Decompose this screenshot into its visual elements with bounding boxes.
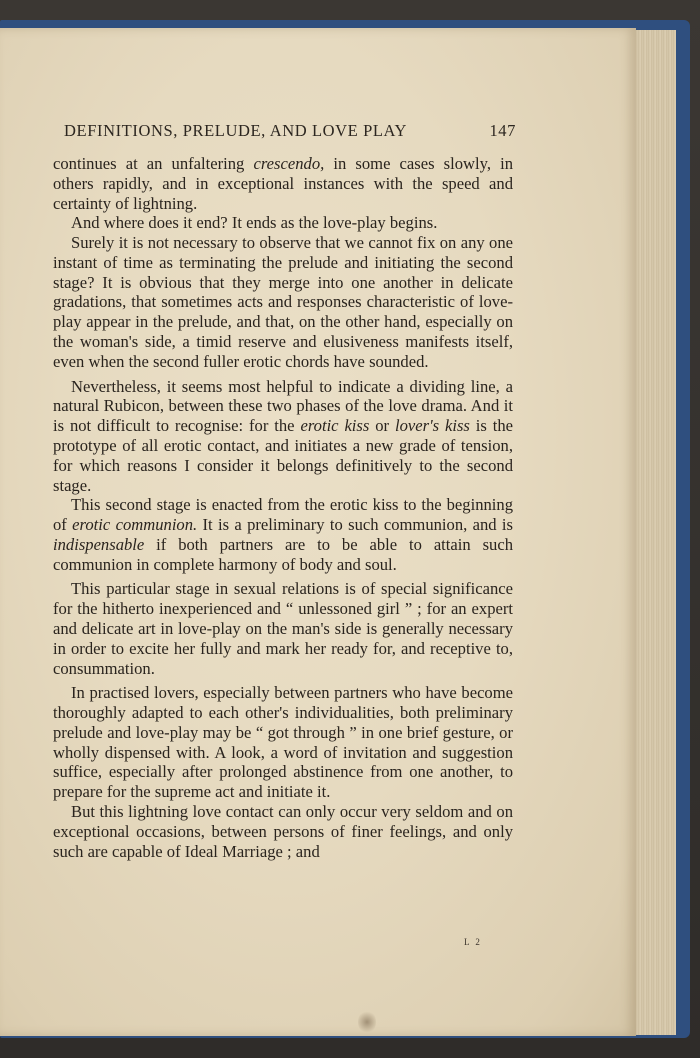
text-run: if both partners are to be able to attain such communion in complete harmony of body and soul. xyxy=(53,534,513,574)
text-run: Nevertheless, it seems most helpful to indicate a dividing line, a natural Rubicon, between these two phases of the love drama. And it is not difficult to recognise: for the xyxy=(53,376,513,436)
chapter-title: DEFINITIONS, PRELUDE, AND LOVE PLAY xyxy=(64,121,408,140)
running-head xyxy=(64,121,516,141)
text-run: And where does it end? It ends as the love-play begins. xyxy=(71,213,438,233)
italic-text: indispensable xyxy=(53,534,145,554)
signature-mark: L 2 xyxy=(464,937,482,947)
text-run: is the prototype of all erotic contact, and initiates a new grade of tension, for which reasons I consider it belongs definitively to the second stage. xyxy=(53,416,514,495)
text-run: in some cases slowly, in others rapidly, and in exceptional instances with the speed and certainty of lightning. xyxy=(53,154,513,213)
paragraph xyxy=(53,495,513,574)
paragraph xyxy=(53,802,513,861)
italic-text: erotic kiss xyxy=(300,416,370,436)
text-run: This particular stage in sexual relations is of special significance for the hitherto inexperienced and “ unlessoned girl ” ; for an expert and delicate art in love-play on the man's side is generally necessary in order to excite her fully and mark her ready for, and receptive to, consummation. xyxy=(53,579,513,678)
text-run: Surely it is not necessary to observe that we cannot fix on any one instant of time as terminating the prelude and initiating the second stage? It is obvious that they merge into one another in delicate gradations, that sometimes acts and responses characteristic of love-play appear in the prelude, and that, on the other hand, especially on the woman's side, a timid reserve and elusiveness manifests itself, even when the second fuller erotic chords have sounded. xyxy=(53,233,513,371)
paragraph xyxy=(53,213,513,233)
text-run: This second stage is enacted from the erotic kiss to the beginning of xyxy=(53,495,513,535)
italic-text: erotic communion. xyxy=(72,515,198,535)
paragraph xyxy=(53,683,513,802)
text-run: In practised lovers, especially between partners who have become thoroughly adapted to each other's individualities, both preliminary prelude and love-play may be “ got through ” in one brief gesture, or wholly dispensed with. A look, a word of invitation and suggestion suffice, especially after prolonged abstinence from one another, to prepare for the supreme act and initiate it. xyxy=(53,683,513,802)
paragraph xyxy=(53,154,513,213)
italic-text: lover's kiss xyxy=(394,416,470,436)
paragraph xyxy=(53,579,513,678)
body-text xyxy=(53,154,513,861)
page-number: 147 xyxy=(489,121,516,140)
text-run: or xyxy=(369,416,395,436)
page-stain xyxy=(358,1010,376,1034)
text-run: But this lightning love contact can only occur very seldom and on exceptional occasions, between persons of finer feelings, and only such are capable of Ideal Marriage ; and xyxy=(53,802,513,861)
italic-text: crescendo, xyxy=(253,154,325,173)
paragraph xyxy=(53,377,513,496)
paragraph xyxy=(53,233,513,371)
text-run: It is a preliminary to such communion, and is xyxy=(197,515,513,535)
text-run: continues at an unfaltering xyxy=(53,154,254,173)
